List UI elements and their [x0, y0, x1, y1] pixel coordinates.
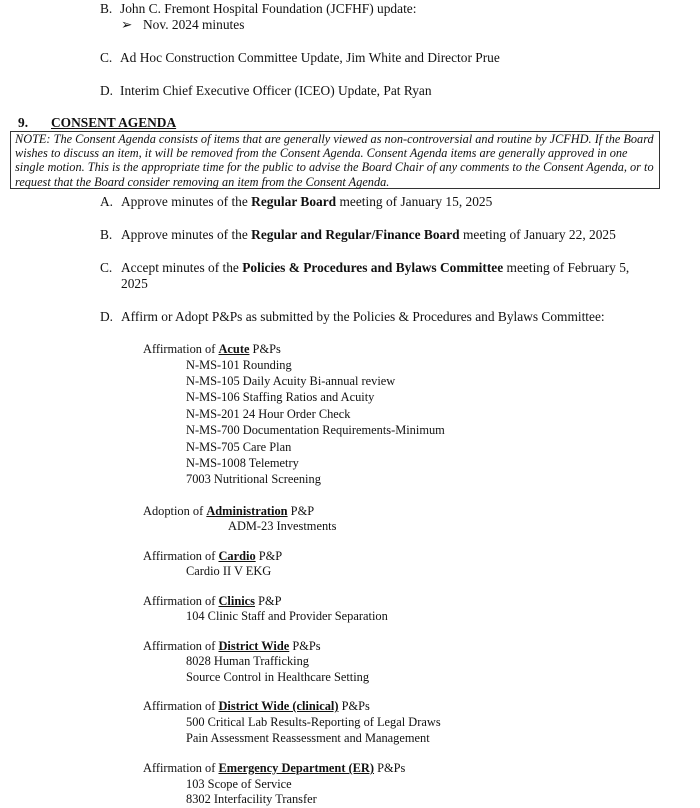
consent-c-letter: C.	[100, 260, 113, 275]
consent-d-letter: D.	[100, 309, 114, 324]
item-d-letter: D.	[100, 83, 114, 98]
list-item: 8302 Interfacility Transfer	[186, 792, 317, 806]
item-b-text: John C. Fremont Hospital Foundation (JCFHF) update:	[120, 1, 417, 16]
list-item: N-MS-705 Care Plan	[186, 440, 292, 454]
list-item: Pain Assessment Reassessment and Management	[186, 731, 430, 745]
item-b-letter: B.	[100, 1, 113, 16]
consent-c: Accept minutes of the Policies & Procedures and Bylaws Committee meeting of February 5,	[121, 260, 630, 275]
list-item: N-MS-1008 Telemetry	[186, 456, 299, 470]
consent-b: Approve minutes of the Regular and Regular/Finance Board meeting of January 22, 2025	[121, 227, 616, 242]
list-item: ADM-23 Investments	[228, 519, 337, 533]
list-item: N-MS-106 Staffing Ratios and Acuity	[186, 390, 375, 404]
group-heading-administration: Adoption of Administration P&P	[143, 504, 315, 518]
consent-note-box: NOTE: The Consent Agenda consists of items that are generally viewed as non-controversial and routine by JCFHD. If the Board wishes to discuss an item, it will be removed from the Consent Agenda. Consent Agenda items are generally approved in one single motion. This is the appropriate time for the public to advise the Board Chair of any comments to the Consent Agenda, or to request that the Board consider removing an item from the Consent Agenda.	[10, 131, 660, 189]
consent-d-text: Affirm or Adopt P&Ps as submitted by the Policies & Procedures and Bylaws Committee:	[121, 309, 605, 324]
item-b-bullet: Nov. 2024 minutes	[143, 17, 245, 32]
group-heading-clinics: Affirmation of Clinics P&P	[143, 594, 282, 608]
list-item: 8028 Human Trafficking	[186, 654, 309, 668]
consent-b-letter: B.	[100, 227, 113, 242]
list-item: N-MS-101 Rounding	[186, 358, 292, 372]
list-item: Source Control in Healthcare Setting	[186, 670, 370, 684]
list-item: 500 Critical Lab Results-Reporting of Legal Draws	[186, 715, 441, 729]
section-title: CONSENT AGENDA	[51, 115, 177, 130]
list-item: 103 Scope of Service	[186, 777, 292, 791]
group-heading-cardio: Affirmation of Cardio P&P	[143, 549, 283, 563]
item-c-letter: C.	[100, 50, 113, 65]
item-c-text: Ad Hoc Construction Committee Update, Jim White and Director Prue	[120, 50, 500, 65]
list-item: Cardio II V EKG	[186, 564, 272, 578]
group-heading-emergency-department: Affirmation of Emergency Department (ER) P&Ps	[143, 761, 406, 775]
list-item: N-MS-700 Documentation Requirements-Minimum	[186, 423, 445, 437]
list-item: N-MS-201 24 Hour Order Check	[186, 407, 351, 421]
group-heading-district-wide-clinical: Affirmation of District Wide (clinical) P&Ps	[143, 699, 370, 713]
list-item: 104 Clinic Staff and Provider Separation	[186, 609, 388, 623]
consent-a: Approve minutes of the Regular Board meeting of January 15, 2025	[121, 194, 493, 209]
section-number: 9.	[18, 115, 29, 130]
item-d-text: Interim Chief Executive Officer (ICEO) Update, Pat Ryan	[120, 83, 432, 98]
list-item: N-MS-105 Daily Acuity Bi-annual review	[186, 374, 396, 388]
group-heading-acute: Affirmation of Acute P&Ps	[143, 342, 281, 356]
consent-c-line2: 2025	[121, 276, 148, 291]
list-item: 7003 Nutritional Screening	[186, 472, 321, 486]
arrow-bullet-icon: ➢	[121, 17, 133, 32]
consent-a-letter: A.	[100, 194, 114, 209]
group-heading-district-wide: Affirmation of District Wide P&Ps	[143, 639, 321, 653]
